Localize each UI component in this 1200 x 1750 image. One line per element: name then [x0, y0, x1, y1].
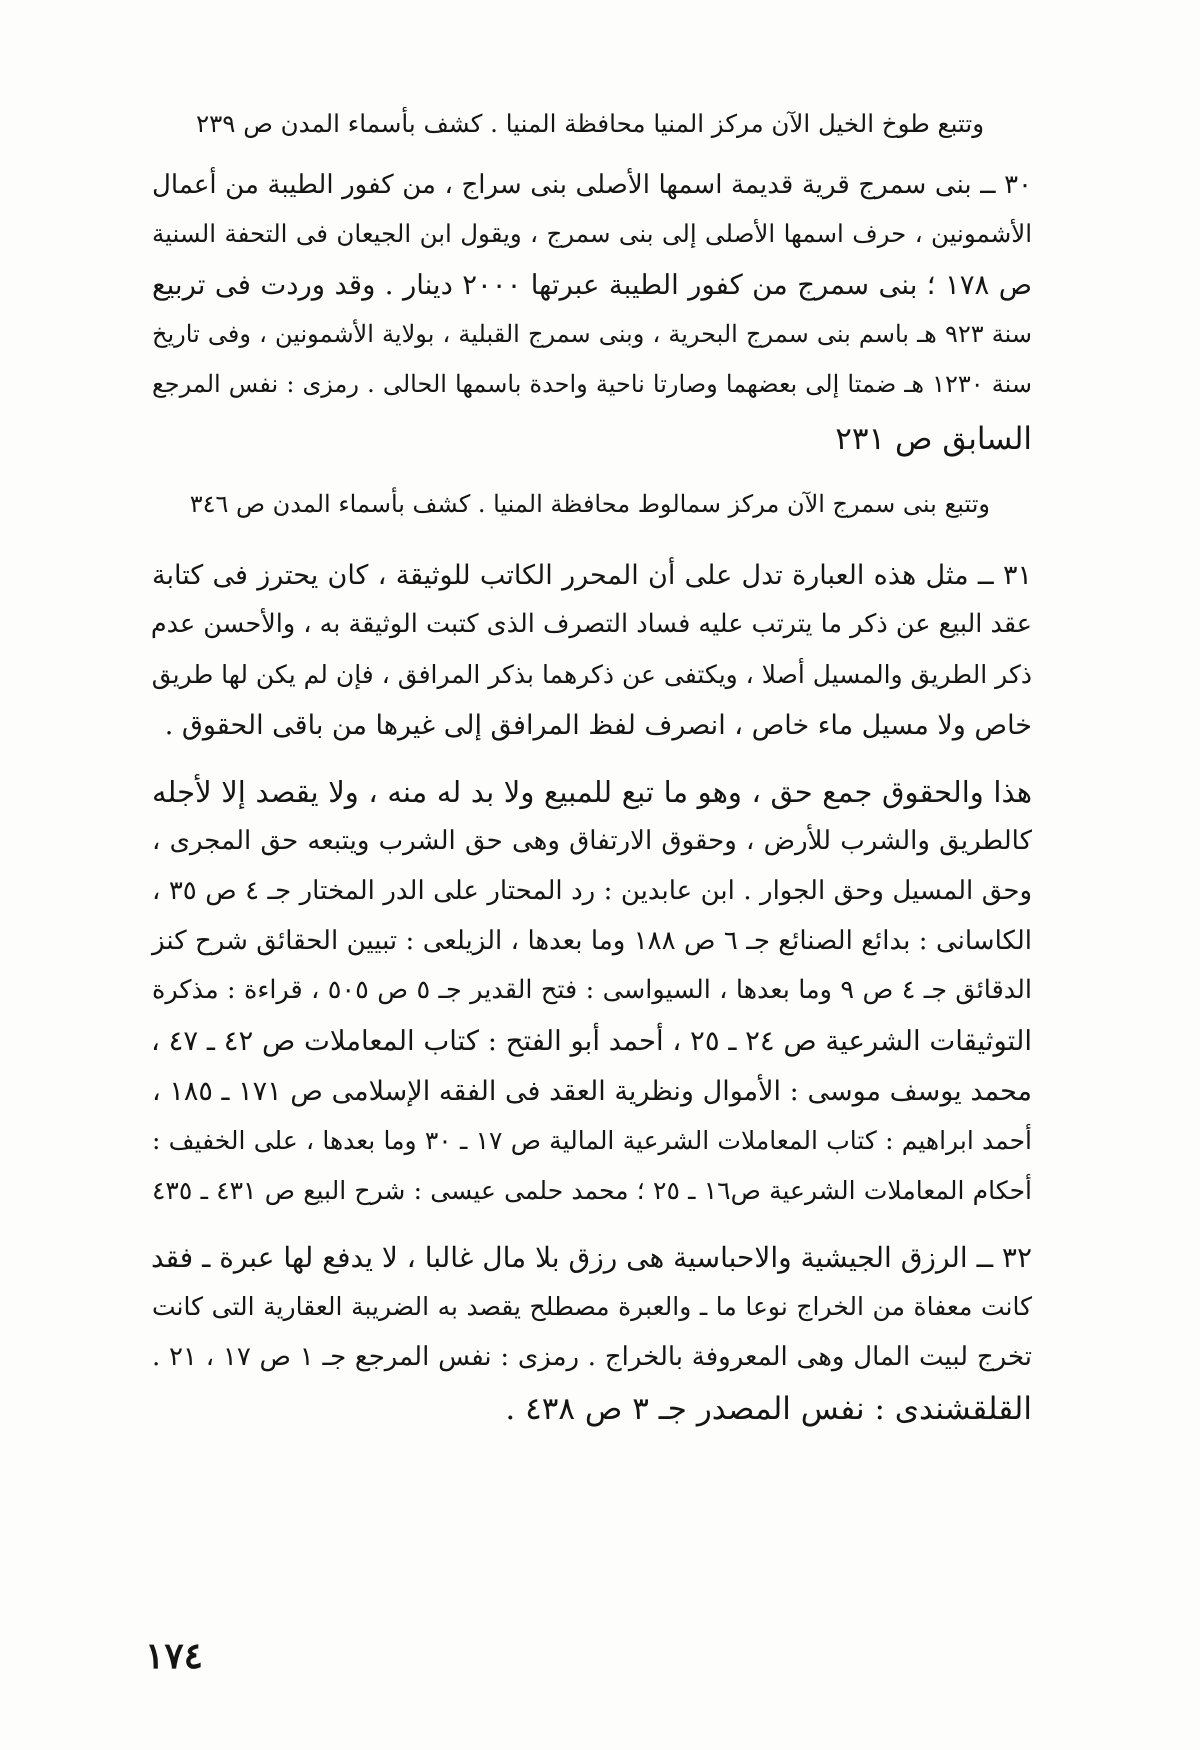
- text-line: تخرج لبيت المال وهى المعروفة بالخراج . رمزى : نفس المرجع جـ ١ ص ١٧ ، ٢١ .: [152, 1342, 1032, 1372]
- text-line: السابق ص ٢٣١: [835, 421, 1032, 457]
- text-line: ٣٢ ــ الرزق الجيشية والاحباسية هى رزق بلا مال غالبا ، لا يدفع لها عبرة ـ فقد: [150, 1241, 1032, 1274]
- text-line: أحكام المعاملات الشرعية ص١٦ ـ ٢٥ ؛ محمد حلمى عيسى : شرح البيع ص ٤٣١ ـ ٤٣٥: [152, 1176, 1032, 1205]
- reference-heading: وتتبع بنى سمرج الآن مركز سمالوط محافظة المنيا . كشف بأسماء المدن ص ٣٤٦: [189, 490, 990, 518]
- text-line: القلقشندى : نفس المصدر جـ ٣ ص ٤٣٨ .: [505, 1391, 1032, 1427]
- text-line: كالطريق والشرب للأرض ، وحقوق الارتفاق وهى حق الشرب ويتبعه حق المجرى ،: [152, 826, 1032, 856]
- text-line: وحق المسيل وحق الجوار . ابن عابدين : رد المحتار على الدر المختار جـ ٤ ص ٣٥ ،: [152, 876, 1033, 906]
- text-line: ٣٠ ــ بنى سمرج قرية قديمة اسمها الأصلى بنى سراج ، من كفور الطيبة من أعمال: [152, 170, 1032, 200]
- text-line: عقد البيع عن ذكر ما يترتب عليه فساد التصرف الذى كتبت الوثيقة به ، والأحسن عدم: [150, 609, 1032, 639]
- text-line: ذكر الطريق والمسيل أصلا ، ويكتفى عن ذكرهما بذكر المرافق ، فإن لم يكن لها طريق: [151, 660, 1032, 689]
- text-line: ٣١ ــ مثل هذه العبارة تدل على أن المحرر الكاتب للوثيقة ، كان يحترز فى كتابة: [152, 560, 1032, 591]
- text-line: خاص ولا مسيل ماء خاص ، انصرف لفظ المرافق إلى غيرها من باقى الحقوق .: [164, 710, 1032, 741]
- text-line: محمد يوسف موسى : الأموال ونظرية العقد فى الفقه الإسلامى ص ١٧١ ـ ١٨٥ ،: [152, 1076, 1033, 1107]
- text-line: هذا والحقوق جمع حق ، وهو ما تبع للمبيع ولا بد له منه ، ولا يقصد إلا لأجله: [152, 775, 1032, 809]
- text-line: التوثيقات الشرعية ص ٢٤ ـ ٢٥ ، أحمد أبو الفتح : كتاب المعاملات ص ٤٢ ـ ٤٧ ،: [151, 1025, 1032, 1057]
- text-line: الكاسانى : بدائع الصنائع جـ ٦ ص ١٨٨ وما بعدها ، الزيلعى : تبيين الحقائق شرح كنز: [152, 926, 1032, 956]
- text-line: أحمد ابراهيم : كتاب المعاملات الشرعية المالية ص ١٧ ـ ٣٠ وما بعدها ، على الخفيف :: [152, 1126, 1032, 1155]
- text-line: الأشمونين ، حرف اسمها الأصلى إلى بنى سمرج ، ويقول ابن الجيعان فى التحفة السنية: [152, 219, 1032, 248]
- text-line: كانت معفاة من الخراج نوعا ما ـ والعبرة مصطلح يقصد به الضريبة العقارية التى كانت: [152, 1292, 1032, 1321]
- reference-heading: وتتبع طوخ الخيل الآن مركز المنيا محافظة المنيا . كشف بأسماء المدن ص ٢٣٩: [195, 109, 985, 138]
- page-number: ١٧٤: [145, 1635, 204, 1677]
- text-line: الدقائق جـ ٤ ص ٩ وما بعدها ، السيواسى : فتح القدير جـ ٥ ص ٥٠٥ ، قراءة : مذكرة: [152, 975, 1032, 1005]
- text-line: سنة ١٢٣٠ هـ ضمتا إلى بعضهما وصارتا ناحية واحدة باسمها الحالى . رمزى : نفس المرجع: [152, 370, 1032, 398]
- text-line: ص ١٧٨ ؛ بنى سمرج من كفور الطيبة عبرتها ٢٠٠٠ دينار . وقد وردت فى تربيع: [152, 269, 1032, 301]
- text-line: سنة ٩٢٣ هـ باسم بنى سمرج البحرية ، وبنى سمرج القبلية ، بولاية الأشمونين ، وفى تاريخ: [152, 320, 1032, 348]
